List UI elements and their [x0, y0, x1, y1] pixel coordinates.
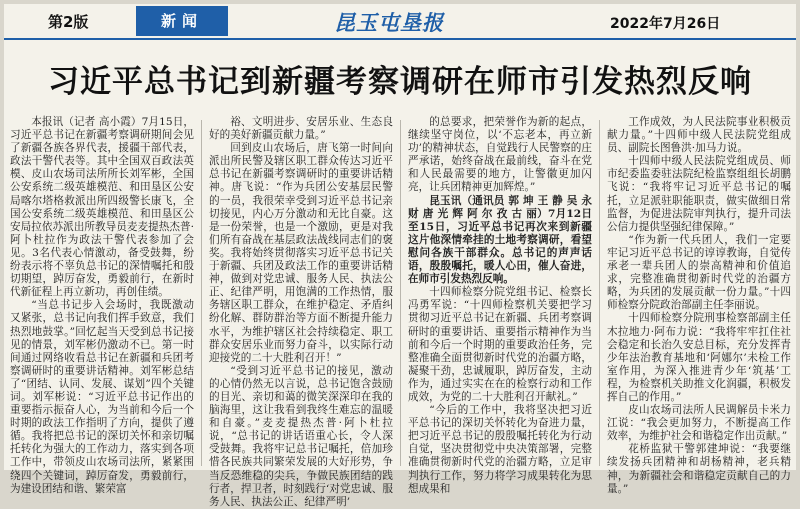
- newspaper-page: [4, 4, 796, 508]
- article-body: [10, 116, 792, 508]
- article-column-3: [408, 116, 592, 495]
- article-column-1: [10, 116, 194, 495]
- article-paragraph: 工作成效，为人民法院事业积极贡献力量。”十四师中级人民法院党组成员、副院长图鲁洪·加马力说。: [607, 116, 791, 155]
- article-paragraph: 花桥监狱干警郭建坤说：“我要继续发扬兵团精神和胡杨精神，老兵精神，为新疆社会和谐稳定贡献自己的力量。”: [607, 443, 791, 495]
- article-paragraph: “今后的工作中，我将坚决把习近平总书记的深切关怀转化为奋进力量，把习近平总书记的殷殷嘱托转化为行动自觉，坚决贯彻党中央决策部署，完整准确贯彻新时代党的治疆方略，立足审判执行工作，努力将学习成果转化为思想成果和: [408, 404, 592, 495]
- column-divider: [400, 120, 401, 466]
- publication-date: 2022年7月26日: [610, 16, 721, 32]
- article-paragraph: “作为新一代兵团人，我们一定要牢记习近平总书记的谆谆教诲，自觉传承老一辈兵团人的崇高精神和价值追求，完整准确贯彻新时代党的治疆方略，为兵团的发展贡献一份力量。”十四师检察分院政治部副主任李丽说。: [607, 233, 791, 312]
- article-paragraph: 本报讯（记者 高小霞）7月15日，习近平总书记在新疆考察调研期间会见了新疆各族各界代表，援疆干部代表，政法干警代表等。其中全国双百政法英模、皮山农场司法所所长刘军彬，全国公安系统二级英雄模范、和田垦区公安局喀尔塔格救派出所四级警长康飞，全国公安系统二级英雄模范、和田垦区公安局拉依苏派出所教导员麦麦提热杰普·阿卜杜拉作为政法干警代表参加了会见。3名代表心情激动，备受鼓舞，纷纷表示将不辜负总书记的深情嘱托和殷切期望，踔厉奋发，勇毅前行，在新时代新征程上再立新功，再创佳绩。: [10, 116, 194, 299]
- page-number: 第2版: [48, 13, 89, 31]
- article-paragraph: 回到皮山农场后，唐飞第一时间向派出所民警及辖区职工群众传达习近平总书记在新疆考察调研时的重要讲话精神。唐飞说：“作为兵团公安基层民警的一员，我很荣幸受到习近平总书记亲切接见，内心万分激动和无比自豪。这是一份荣誉，也是一个激励，更是对我们所有奋战在基层政法战线同志们的褒奖。我将始终贯彻落实习近平总书记关于新疆、兵团及政法工作的重要讲话精神，做到对党忠诚、服务人民、执法公正、纪律严明，用饱满的工作热情，服务辖区职工群众，在维护稳定、矛盾纠纷化解、群防群治等方面不断提升能力水平，为维护辖区社会持续稳定、职工群众安居乐业而努力奋斗，以实际行动迎接党的二十大胜利召开！”: [209, 142, 393, 364]
- article-paragraph: 的总要求，把荣誉作为新的起点，继续坚守岗位，以‘不忘老本，再立新功’的精神状态，自觉践行人民警察的庄严承诺，始终奋战在最前线，奋斗在党和人民最需要的地方，让警徽更加闪亮，让兵团精神更加辉煌。”: [408, 116, 592, 194]
- article-paragraph: “当总书记步入会场时，我既激动又紧张，总书记向我们挥手致意，我们热烈地鼓掌。”回忆起当天受到总书记接见的情景，刘军彬仍激动不已。第一时间通过网络收看总书记在新疆和兵团考察调研时的重要讲话精神。刘军彬总结了“团结、认同、发展、谋划”四个关键词。刘军彬说：“习近平总书记作出的重要指示振奋人心，为当前和今后一个时期的政法工作指明了方向，提供了遵循。我将把总书记的深切关怀和亲切嘱托转化为强大的工作动力，落实到各项工作中，带领皮山农场司法所，紧紧围绕四个关键词，踔厉奋发，勇毅前行，为建设团结和谐、繁荣富: [10, 299, 194, 495]
- column-divider: [599, 120, 600, 466]
- newspaper-name: 昆玉屯垦报: [334, 10, 444, 35]
- column-divider: [201, 120, 202, 466]
- masthead: [4, 4, 796, 40]
- article-paragraph: 十四师检察分院刑事检察部副主任木拉地力·阿布力说：“我将牢牢扛住社会稳定和长治久安总目标，充分发挥青少年法治教育基地和‘阿娜尔’未检工作室作用，为深入推进青少年‘筑基’工程，为检察机关助推文化润疆，积极发挥自己的作用。”: [607, 312, 791, 403]
- article-paragraph: “受到习近平总书记的接见，激动的心情仍然无以言说，总书记饱含鼓励的目光、亲切和蔼的微笑深深印在我的脑海里，这让我看到我终生难忘的温暖和自豪。”麦麦提热杰普·阿卜杜拉说，“总书记的讲话语重心长，令人深受鼓舞。我将牢记总书记嘱托，倍加珍惜各民族共同繁荣发展的大好形势，争当反恐维稳的尖兵，争做民族团结的践行者，捍卫者，时刻践行‘对党忠诚、服务人民、执法公正、纪律严明’: [209, 364, 393, 508]
- section-label: 新闻: [136, 6, 228, 36]
- article-paragraph: 昆玉讯（通讯员 郭 坤 王 静 吴 永 财 唐 光 辉 阿 尔 孜 古 丽）7月12日至15日，习近平总书记再次来到新疆这片他深情牵挂的土地考察调研，看望慰问各族干部群众。总书记的声声话语，殷殷嘱托，暖人心田，催人奋进，在师市引发热烈反响。: [408, 194, 592, 286]
- article-column-4: [607, 116, 791, 495]
- article-paragraph: 十四师检察分院党组书记、检察长冯勇军说：“十四师检察机关要把学习贯彻习近平总书记在新疆、兵团考察调研时的重要讲话、重要指示精神作为当前和今后一个时期的重要政治任务，完整准确全面贯彻新时代党的治疆方略，凝聚干劲，忠诚履职，踔厉奋发，主动作为，通过实实在在的检察行动和工作成效，为党的二十大胜利召开献礼。”: [408, 286, 592, 403]
- article-paragraph: 裕、文明进步、安居乐业、生态良好的美好新疆贡献力量。”: [209, 116, 393, 142]
- article-column-2: [209, 116, 393, 508]
- article-paragraph: 十四师中级人民法院党组成员、师市纪委监委驻法院纪检监察组组长胡鹏飞说：“我将牢记习近平总书记的嘱托，立足派驻职能职责，做实做细日常监督，为促进法院审判执行，提升司法公信力提供坚强纪律保障。”: [607, 155, 791, 233]
- article-paragraph: 皮山农场司法所人民调解员卡米力江说：“我会更加努力，不断提高工作效率，为维护社会和谐稳定作出贡献。”: [607, 404, 791, 443]
- article-headline: 习近平总书记到新疆考察调研在师市引发热烈反响: [48, 64, 752, 100]
